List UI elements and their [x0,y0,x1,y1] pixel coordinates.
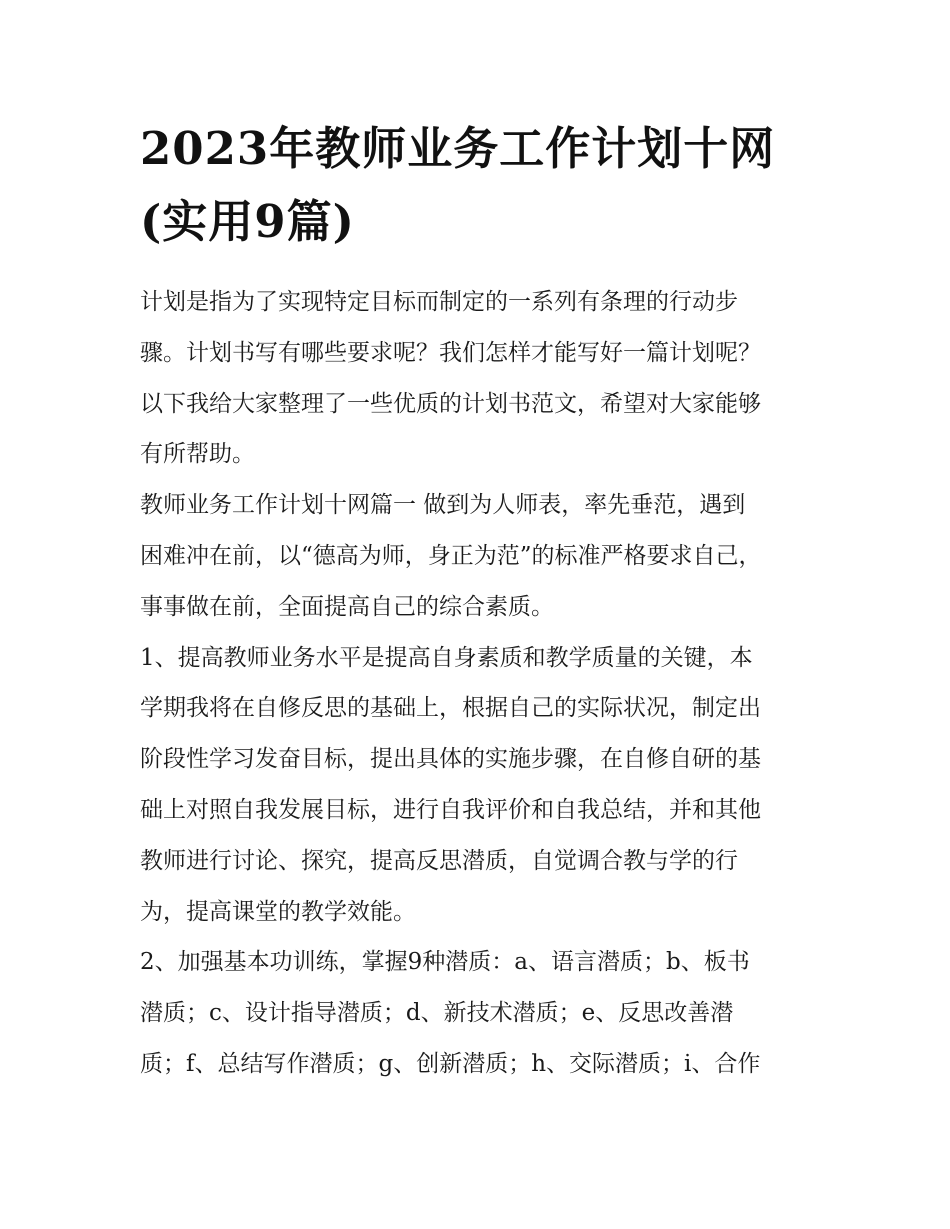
text-line: 教师进行讨论、探究，提高反思潜质，自觉调合教与学的行 [140,847,738,874]
text-line: 1、提高教师业务水平是提高自身素质和教学质量的关键，本 [140,644,753,671]
document-body [140,277,815,1090]
text-line: 为，提高课堂的教学效能。 [140,898,416,925]
text-line: 以下我给大家整理了一些优质的计划书范文，希望对大家能够 [140,390,761,417]
text-line: 有所帮助。 [140,441,255,468]
text-line: 阶段性学习发奋目标，提出具体的实施步骤，在自修自研的基 [140,746,761,773]
title-line: 2023年教师业务工作计划十网 [140,122,776,175]
text-line: 骤。计划书写有哪些要求呢？我们怎样才能写好一篇计划呢？ [140,339,761,366]
text-line: 质；f、总结写作潜质；g、创新潜质；h、交际潜质；i、合作 [140,1050,761,1077]
text-line: 困难冲在前，以“德高为师，身正为范”的标准严格要求自己， [140,542,762,569]
title-line: (实用9篇) [140,195,355,248]
text-line: 础上对照自我发展目标，进行自我评价和自我总结，并和其他 [140,796,761,823]
text-line: 教师业务工作计划十网篇一 做到为人师表，率先垂范，遇到 [140,492,746,519]
text-line: 学期我将在自修反思的基础上，根据自己的实际状况，制定出 [140,695,761,722]
text-line: 2、加强基本功训练，掌握9种潜质：a、语言潜质；b、板书 [140,949,750,976]
document-title [140,112,830,258]
text-line: 计划是指为了实现特定目标而制定的一系列有条理的行动步 [140,289,738,315]
text-line: 事事做在前，全面提高自己的综合素质。 [140,593,554,620]
text-line: 潜质；c、设计指导潜质；d、新技术潜质；e、反思改善潜 [140,1000,734,1027]
